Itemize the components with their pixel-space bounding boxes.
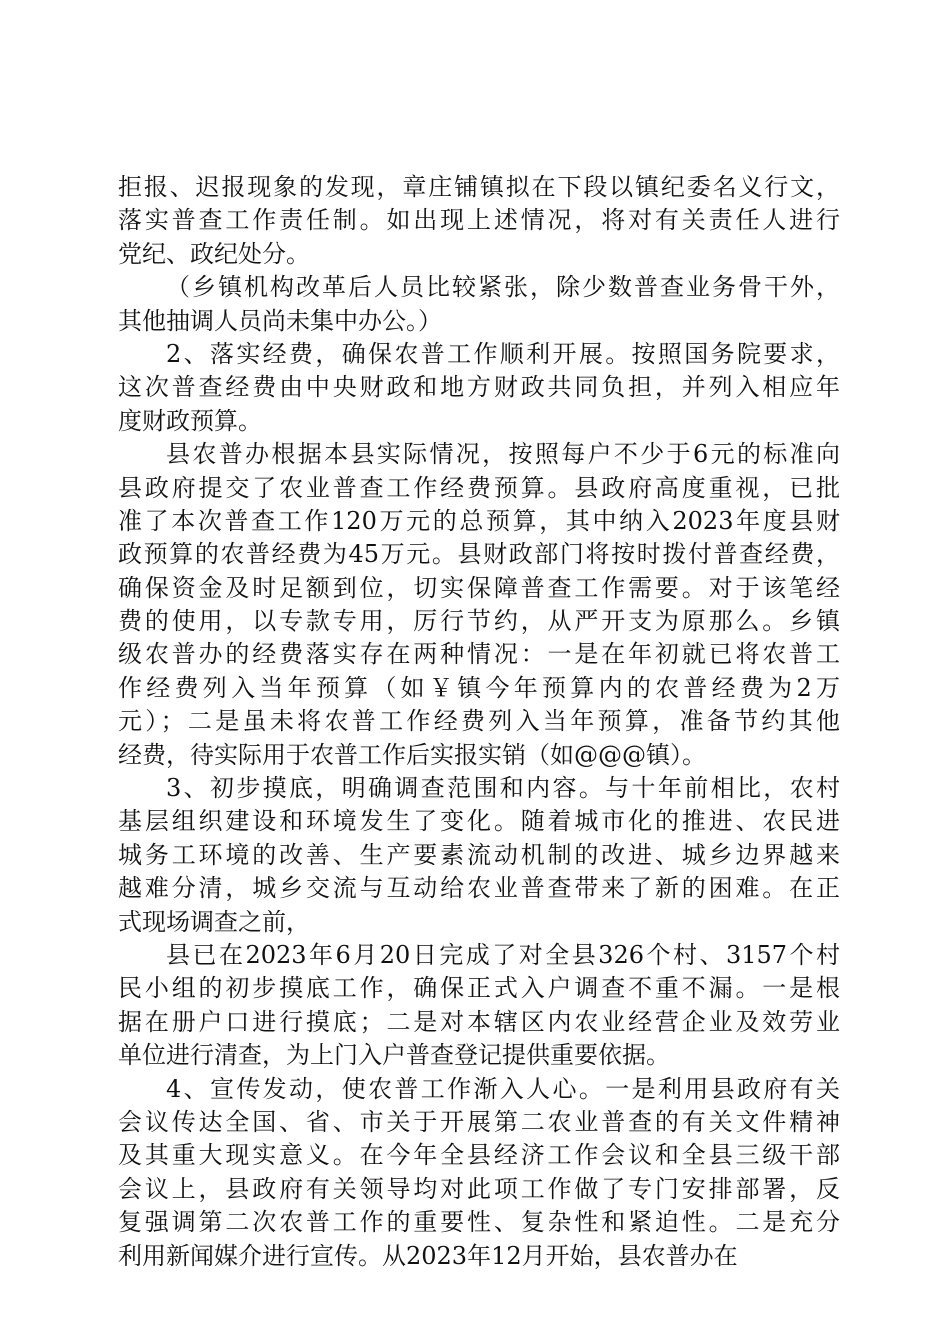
text-line: 级农普办的经费落实存在两种情况：一是在年初就已将农普工 bbox=[118, 640, 840, 669]
text-line: 县农普办根据本县实际情况，按照每户不少于6元的标准向 bbox=[166, 440, 840, 469]
text-line: 确保资金及时足额到位，切实保障普查工作需要。对于该笔经 bbox=[118, 573, 840, 602]
text-line: 3、初步摸底，明确调查范围和内容。与十年前相比，农村 bbox=[166, 774, 840, 803]
text-line: 民小组的初步摸底工作，确保正式入户调查不重不漏。一是根 bbox=[118, 974, 840, 1003]
text-line: 会议传达全国、省、市关于开展第二农业普查的有关文件精神 bbox=[118, 1107, 840, 1136]
text-line: 费的使用，以专款专用，厉行节约，从严开支为原那么。乡镇 bbox=[118, 607, 840, 636]
text-line: 经费，待实际用于农普工作后实报实销（如@@@镇）。 bbox=[118, 740, 706, 769]
text-line: 政预算的农普经费为45万元。县财政部门将按时拨付普查经费， bbox=[118, 540, 840, 569]
text-line: 这次普查经费由中央财政和地方财政共同负担，并列入相应年 bbox=[118, 373, 840, 402]
text-line: （乡镇机构改革后人员比较紧张，除少数普查业务骨干外， bbox=[166, 273, 840, 302]
text-line: 县政府提交了农业普查工作经费预算。县政府高度重视，已批 bbox=[118, 473, 840, 502]
text-line: 式现场调查之前， bbox=[118, 907, 310, 936]
text-line: 单位进行清查，为上门入户普查登记提供重要依据。 bbox=[118, 1041, 670, 1070]
text-line: 基层组织建设和环境发生了变化。随着城市化的推进、农民进 bbox=[118, 807, 840, 836]
text-line: 其他抽调人员尚未集中办公。） bbox=[118, 306, 442, 335]
text-line: 城务工环境的改善、生产要素流动机制的改进、城乡边界越来 bbox=[118, 840, 840, 869]
text-line: 复强调第二次农普工作的重要性、复杂性和紧迫性。二是充分 bbox=[118, 1208, 840, 1237]
document-body bbox=[118, 171, 840, 1273]
text-line: 4、宣传发动，使农普工作渐入人心。一是利用县政府有关 bbox=[166, 1074, 840, 1103]
text-line: 准了本次普查工作120万元的总预算，其中纳入2023年度县财 bbox=[118, 506, 840, 535]
text-line: 元）；二是虽未将农普工作经费列入当年预算，准备节约其他 bbox=[118, 707, 840, 736]
text-line: 县已在2023年6月20日完成了对全县326个村、3157个村 bbox=[166, 940, 840, 969]
text-line: 拒报、迟报现象的发现，章庄铺镇拟在下段以镇纪委名义行文， bbox=[118, 173, 840, 201]
text-line: 利用新闻媒介进行宣传。从2023年12月开始，县农普办在 bbox=[118, 1241, 738, 1270]
text-line: 据在册户口进行摸底；二是对本辖区内农业经营企业及效劳业 bbox=[118, 1007, 840, 1036]
text-line: 会议上，县政府有关领导均对此项工作做了专门安排部署，反 bbox=[118, 1174, 840, 1203]
text-line: 作经费列入当年预算（如￥镇今年预算内的农普经费为2万 bbox=[118, 673, 840, 702]
text-line: 及其重大现实意义。在今年全县经济工作会议和全县三级干部 bbox=[118, 1141, 840, 1170]
text-line: 2、落实经费，确保农普工作顺利开展。按照国务院要求， bbox=[166, 339, 840, 368]
text-line: 落实普查工作责任制。如出现上述情况，将对有关责任人进行 bbox=[118, 206, 840, 235]
text-line: 党纪、政纪处分。 bbox=[118, 239, 310, 268]
text-line: 越难分清，城乡交流与互动给农业普查带来了新的困难。在正 bbox=[118, 874, 840, 903]
text-line: 度财政预算。 bbox=[118, 406, 262, 435]
